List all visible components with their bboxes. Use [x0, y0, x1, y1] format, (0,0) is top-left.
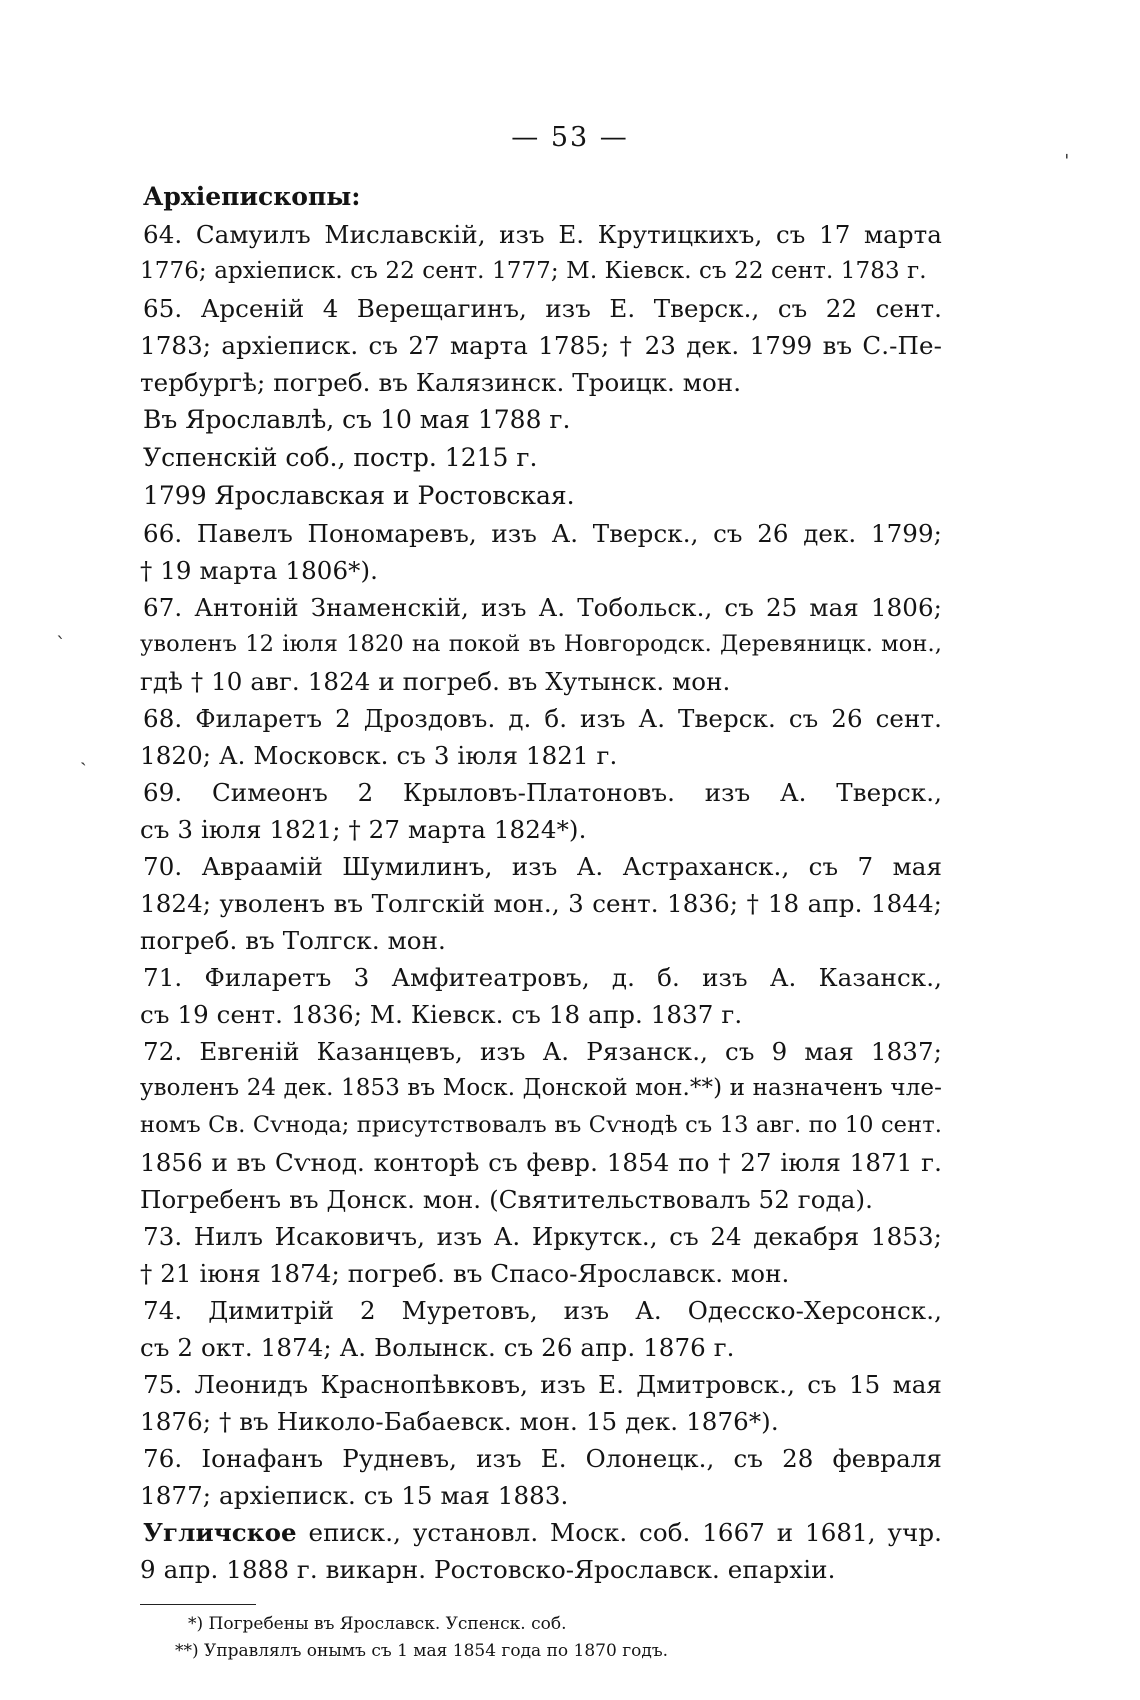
entry [140, 700, 942, 774]
entry-line: номъ Св. Сѵнода; присутствовалъ въ Сѵнодѣ съ 13 авг. по 10 сент. [140, 1112, 942, 1138]
notes-yaroslavl [140, 401, 942, 515]
entry-line: 67. Антоній Знаменскій, изъ А. Тобольск., съ 25 мая 1806; [143, 593, 942, 622]
entry-line: 76. Іонафанъ Рудневъ, изъ Е. Олонецк., съ 28 февраля [143, 1444, 942, 1473]
uglich-rest: еписк., установл. Моск. соб. 1667 и 1681, учр. [296, 1518, 942, 1547]
entry-line: 1876; † въ Николо-Бабаевск. мон. 15 дек. 1876*). [140, 1407, 779, 1436]
entry [140, 774, 942, 848]
entry [140, 959, 942, 1033]
entry-line: 66. Павелъ Пономаревъ, изъ А. Тверск., съ 26 дек. 1799; [143, 519, 942, 548]
entry-line: 68. Филаретъ 2 Дроздовъ. д. б. изъ А. Тверск. съ 26 сент. [143, 704, 942, 733]
entry-line: съ 2 окт. 1874; А. Волынск. съ 26 апр. 1876 г. [140, 1333, 735, 1362]
entry [140, 515, 942, 589]
note-line: Въ Ярославлѣ, съ 10 мая 1788 г. [143, 405, 571, 434]
stray-mark: ˋ [56, 632, 66, 656]
entry-line: 74. Димитрій 2 Муретовъ, изъ А. Одесско-Херсонск., [143, 1296, 942, 1325]
entry [140, 848, 942, 959]
entry-line: 65. Арсеній 4 Верещагинъ, изъ Е. Тверск., съ 22 сент. [143, 294, 942, 323]
entry-line: † 19 марта 1806*). [140, 556, 379, 585]
section-heading: Архіепископы: [143, 182, 361, 211]
footnote-2: **) Управлялъ онымъ съ 1 мая 1854 года по 1870 годъ. [175, 1641, 669, 1661]
uglich-title: Угличское [143, 1518, 297, 1547]
entry-line: гдѣ † 10 авг. 1824 и погреб. въ Хутынск. мон. [140, 667, 731, 696]
entry-line: 1783; архіеписк. съ 27 марта 1785; † 23 дек. 1799 въ С.-Пе- [140, 331, 942, 360]
entry [140, 1440, 942, 1514]
entries-yaroslavl-rostov [140, 515, 942, 1514]
entry-line: съ 19 сент. 1836; М. Кіевск. съ 18 апр. 1837 г. [140, 1000, 743, 1029]
entry-line: Погребенъ въ Донск. мон. (Святительствовалъ 52 года). [140, 1185, 874, 1214]
entry-line: † 21 іюня 1874; погреб. въ Спасо-Ярославск. мон. [140, 1259, 790, 1288]
entry-line: съ 3 іюля 1821; † 27 марта 1824*). [140, 815, 587, 844]
entries-archbishops [140, 216, 942, 401]
entry [140, 589, 942, 700]
footnote-1: *) Погребены въ Ярославск. Успенск. соб. [188, 1614, 567, 1634]
entry [140, 1292, 942, 1366]
entry-line: 71. Филаретъ 3 Амфитеатровъ, д. б. изъ А. Казанск., [143, 963, 942, 992]
uglich-line-2: 9 апр. 1888 г. викарн. Ростовско-Ярославск. епархіи. [140, 1555, 836, 1584]
entry-line: погреб. въ Толгск. мон. [140, 926, 446, 955]
note-line: Успенскій соб., постр. 1215 г. [143, 443, 538, 472]
entry [140, 1033, 942, 1218]
footnote-rule [140, 1604, 256, 1605]
entry-line: 1776; архіеписк. съ 22 сент. 1777; М. Кіевск. съ 22 сент. 1783 г. [140, 258, 927, 284]
entry-line: 1877; архіеписк. съ 15 мая 1883. [140, 1481, 569, 1510]
entry-line: 73. Нилъ Исаковичъ, изъ А. Иркутск., съ 24 декабря 1853; [143, 1222, 942, 1251]
entry-line: 1856 и въ Сѵнод. конторѣ съ февр. 1854 по † 27 іюля 1871 г. [140, 1148, 942, 1177]
entry-line: 75. Леонидъ Краснопѣвковъ, изъ Е. Дмитровск., съ 15 мая [143, 1370, 942, 1399]
entry-line: 1820; А. Московск. съ 3 іюля 1821 г. [140, 741, 618, 770]
entry [140, 1218, 942, 1292]
entry [140, 290, 942, 401]
stray-mark: ˈ [1064, 150, 1070, 174]
entry-line: тербургѣ; погреб. въ Калязинск. Троицк. мон. [140, 368, 742, 397]
entry-line: 1824; уволенъ въ Толгскій мон., 3 сент. 1836; † 18 апр. 1844; [140, 889, 942, 918]
entry-line: 70. Авраамій Шумилинъ, изъ А. Астраханск., съ 7 мая [143, 852, 942, 881]
entry-line: уволенъ 24 дек. 1853 въ Моск. Донской мон.**) и назначенъ чле- [140, 1075, 942, 1101]
entry [140, 216, 942, 290]
entry [140, 1366, 942, 1440]
entry-line: уволенъ 12 іюля 1820 на покой въ Новгородск. Деревяницк. мон., [140, 631, 942, 657]
page-number: — 53 — [511, 122, 629, 153]
entry-line: 64. Самуилъ Миславскій, изъ Е. Крутицкихъ, съ 17 марта [143, 220, 942, 249]
uglich-line-1 [140, 1514, 942, 1551]
entry-line: 72. Евгеній Казанцевъ, изъ А. Рязанск., съ 9 мая 1837; [143, 1037, 942, 1066]
note-line: 1799 Ярославская и Ростовская. [143, 481, 575, 510]
text-block [140, 178, 942, 1665]
stray-mark: ˏ [80, 742, 87, 766]
entry-line: 69. Симеонъ 2 Крыловъ-Платоновъ. изъ А. Тверск., [143, 778, 942, 807]
